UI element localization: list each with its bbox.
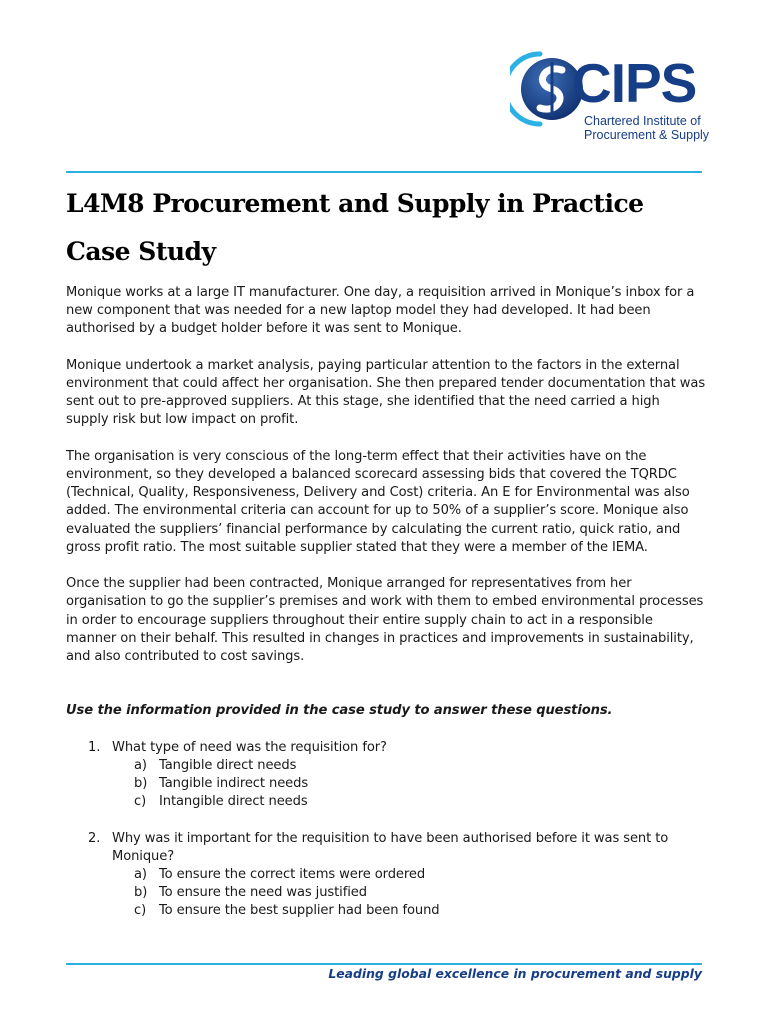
question-text: What type of need was the requisition for? (112, 739, 387, 755)
logo-tagline-line2: Procurement & Supply (584, 128, 710, 142)
questions-instruction: Use the information provided in the case study to answer these questions. (66, 703, 613, 719)
option-text: Tangible indirect needs (159, 776, 309, 792)
answer-option (112, 884, 706, 902)
answer-option (112, 866, 706, 884)
case-paragraph: Monique undertook a market analysis, paying particular attention to the factors in the external environment that could affect her organisation. She then prepared tender documentation that was sent out to pre-approved suppliers. At this stage, she identified that the need carried a high supply risk but low impact on profit. (66, 357, 706, 428)
question-item (66, 830, 706, 921)
option-text: To ensure the correct items were ordered (159, 867, 426, 883)
question-text: Why was it important for the requisition to have been authorised before it was sent to Monique? (112, 830, 669, 864)
answer-option (112, 793, 706, 811)
question-number: 2. (88, 830, 101, 846)
answer-option (112, 757, 706, 775)
document-title: L4M8 Procurement and Supply in Practice (66, 189, 644, 218)
cips-logo (510, 50, 710, 144)
answer-options (112, 757, 706, 812)
document-subtitle: Case Study (66, 237, 216, 266)
logo-tagline-line1: Chartered Institute of (584, 114, 701, 128)
option-letter: c) (134, 794, 147, 810)
logo-wordmark: CIPS (572, 52, 697, 114)
question-list (66, 739, 706, 921)
answer-option (112, 902, 706, 920)
case-paragraph: The organisation is very conscious of the long-term effect that their activities have on the environment, so they developed a balanced scorecard assessing bids that covered the TQRDC (Technical, Quality, Responsiveness, Delivery and Cost) criteria. An E for Environmental was also added. The environmental criteria can account for up to 50% of a supplier’s score. Monique also evaluated the suppliers’ financial performance by calculating the current ratio, quick ratio, and gross profit ratio. The most suitable supplier stated that they were a member of the IEMA. (66, 448, 690, 555)
option-letter: c) (134, 903, 147, 919)
option-text: Tangible direct needs (159, 757, 297, 773)
case-paragraph: Once the supplier had been contracted, Monique arranged for representatives from her organisation to go the supplier’s premises and work with them to embed environmental processes in order to encourage suppliers throughout their entire supply chain to act in a responsible manner on their behalf. This resulted in changes in practices and improvements in sustainability, and also contributed to cost savings. (66, 576, 704, 665)
question-number: 1. (88, 739, 101, 755)
option-text: Intangible direct needs (159, 794, 308, 810)
footer-divider (66, 963, 702, 965)
case-paragraph: Monique works at a large IT manufacturer. One day, a requisition arrived in Monique’s inbox for a new component that was needed for a new laptop model they had developed. It had been authorised by a budget holder before it was sent to Monique. (66, 285, 695, 337)
question-item (66, 739, 706, 812)
option-text: To ensure the best supplier had been found (159, 903, 440, 919)
option-letter: a) (134, 757, 147, 773)
option-letter: a) (134, 867, 147, 883)
page-header (0, 0, 768, 172)
option-letter: b) (134, 885, 148, 901)
answer-options (112, 866, 706, 921)
logo-tagline (584, 114, 709, 142)
header-divider (66, 171, 702, 173)
answer-option (112, 775, 706, 793)
case-study-body (66, 284, 706, 939)
option-letter: b) (134, 776, 148, 792)
option-text: To ensure the need was justified (159, 885, 367, 901)
footer-tagline: Leading global excellence in procurement and supply (328, 966, 702, 981)
